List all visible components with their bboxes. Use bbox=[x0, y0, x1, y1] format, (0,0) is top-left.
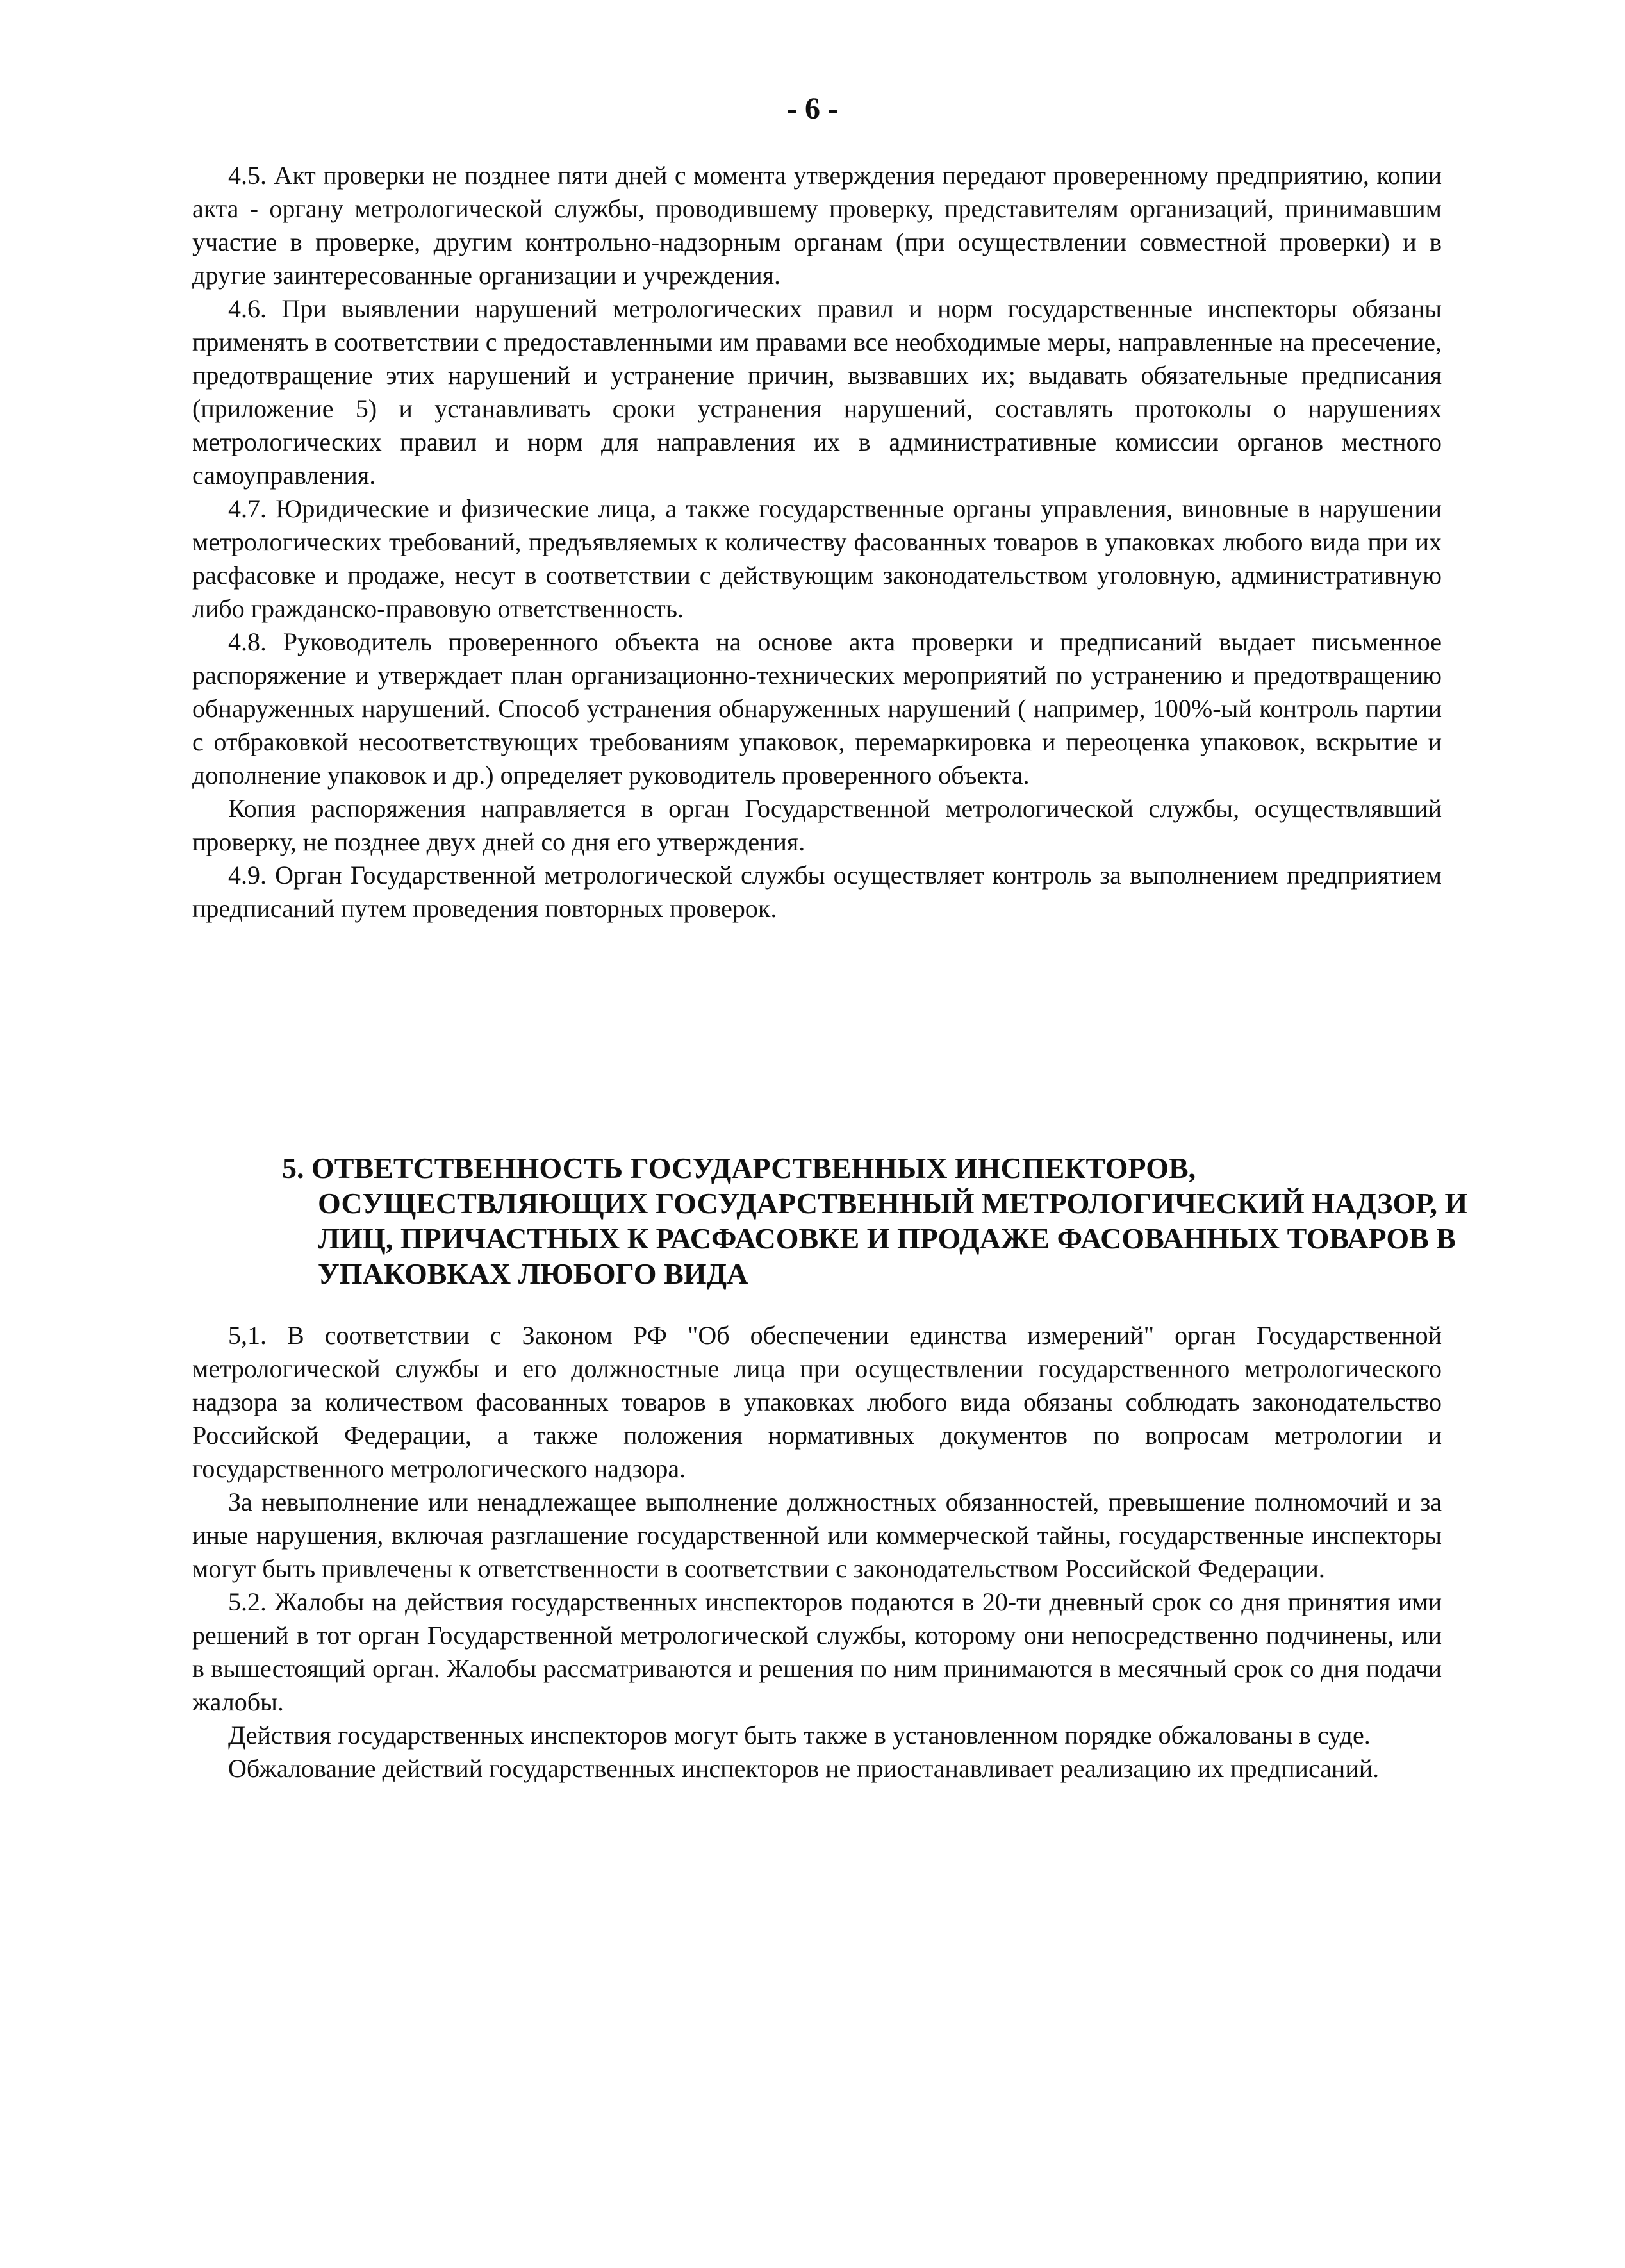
page-number: - 6 - bbox=[787, 92, 838, 126]
paragraph-4-8: 4.8. Руководитель проверенного объекта на основе акта проверки и предписаний выдает письменное распоряжение и утверждает план организационно-технических мероприятий по устранению и предотвращению обнаруженных нарушений. Способ устранения обнаруженных нарушений ( например, 100%-ый контроль партии с отбраковкой несоответствующих требованиям упаковок, перемаркировка и переоценка упаковок, вскрытие и дополнение упаковок и др.) определяет руководитель проверенного объекта. bbox=[192, 627, 1442, 790]
paragraph-appeal-effect: Обжалование действий государственных инспекторов не приостанавливает реализацию их предписаний. bbox=[228, 1754, 1380, 1783]
paragraph-liability: За невыполнение или ненадлежащее выполнение должностных обязанностей, превышение полномочий и за иные нарушения, включая разглашение государственной или коммерческой тайны, государственные инспекторы могут быть привлечены к ответственности в соответствии с законодательством Российской Федерации. bbox=[192, 1487, 1442, 1583]
paragraph-4-6: 4.6. При выявлении нарушений метрологических правил и норм государственные инспекторы обязаны применять в соответствии с предоставленными им правами все необходимые меры, направленные на пресечение, предотвращение этих нарушений и устранение причин, вызвавших их; выдавать обязательные предписания (приложение 5) и устанавливать сроки устранения нарушений, составлять протоколы о нарушениях метрологических правил и норм для направления их в административные комиссии органов местного самоуправления. bbox=[192, 294, 1442, 490]
paragraph-court-appeal: Действия государственных инспекторов могут быть также в установленном порядке обжалованы в суде. bbox=[228, 1721, 1371, 1750]
section-5-text bbox=[192, 1319, 1442, 1785]
paragraph-4-5: 4.5. Акт проверки не позднее пяти дней с момента утверждения передают проверенному предприятию, копии акта - органу метрологической службы, проводившему проверку, представителям организаций, принимавшим участие в проверке, другим контрольно-надзорным органам (при осуществлении совместной проверки) и в другие заинтересованные организации и учреждения. bbox=[192, 161, 1442, 290]
paragraph-5-1: 5,1. В соответствии с Законом РФ "Об обеспечении единства измерений" орган Государственной метрологической службы и его должностные лица при осуществлении государственного метрологического надзора за количеством фасованных товаров в упаковках любого вида обязаны соблюдать законодательство Российской Федерации, а также положения нормативных документов по вопросам метрологии и государственного метрологического надзора. bbox=[192, 1321, 1442, 1483]
section-4-text bbox=[192, 159, 1442, 925]
paragraph-4-9: 4.9. Орган Государственной метрологической службы осуществляет контроль за выполнением предприятием предписаний путем проведения повторных проверок. bbox=[192, 861, 1442, 923]
paragraph-copy-order: Копия распоряжения направляется в орган Государственной метрологической службы, осуществлявший проверку, не позднее двух дней со дня его утверждения. bbox=[192, 794, 1442, 856]
paragraph-5-2: 5.2. Жалобы на действия государственных инспекторов подаются в 20-ти дневный срок со дня принятия ими решений в тот орган Государственной метрологической службы, которому они непосредственно подчинены, или в вышестоящий орган. Жалобы рассматриваются и решения по ним принимаются в месячный срок со дня подачи жалобы. bbox=[192, 1587, 1442, 1716]
paragraph-4-7: 4.7. Юридические и физические лица, а также государственные органы управления, виновные в нарушении метрологических требований, предъявляемых к количеству фасованных товаров в упаковках любого вида при их расфасовке и продаже, несут в соответствии с действующим законодательством уголовную, административную либо гражданско-правовую ответственность. bbox=[192, 494, 1442, 623]
section-5-heading: 5. ОТВЕТСТВЕННОСТЬ ГОСУДАРСТВЕННЫХ ИНСПЕКТОРОВ, ОСУЩЕСТВЛЯЮЩИХ ГОСУДАРСТВЕННЫЙ МЕТРОЛОГИЧЕСКИЙ НАДЗОР, И ЛИЦ, ПРИЧАСТНЫХ К РАСФАСОВКЕ И ПРОДАЖЕ ФАСОВАННЫХ ТОВАРОВ В УПАКОВКАХ ЛЮБОГО ВИДА bbox=[282, 1152, 1468, 1290]
